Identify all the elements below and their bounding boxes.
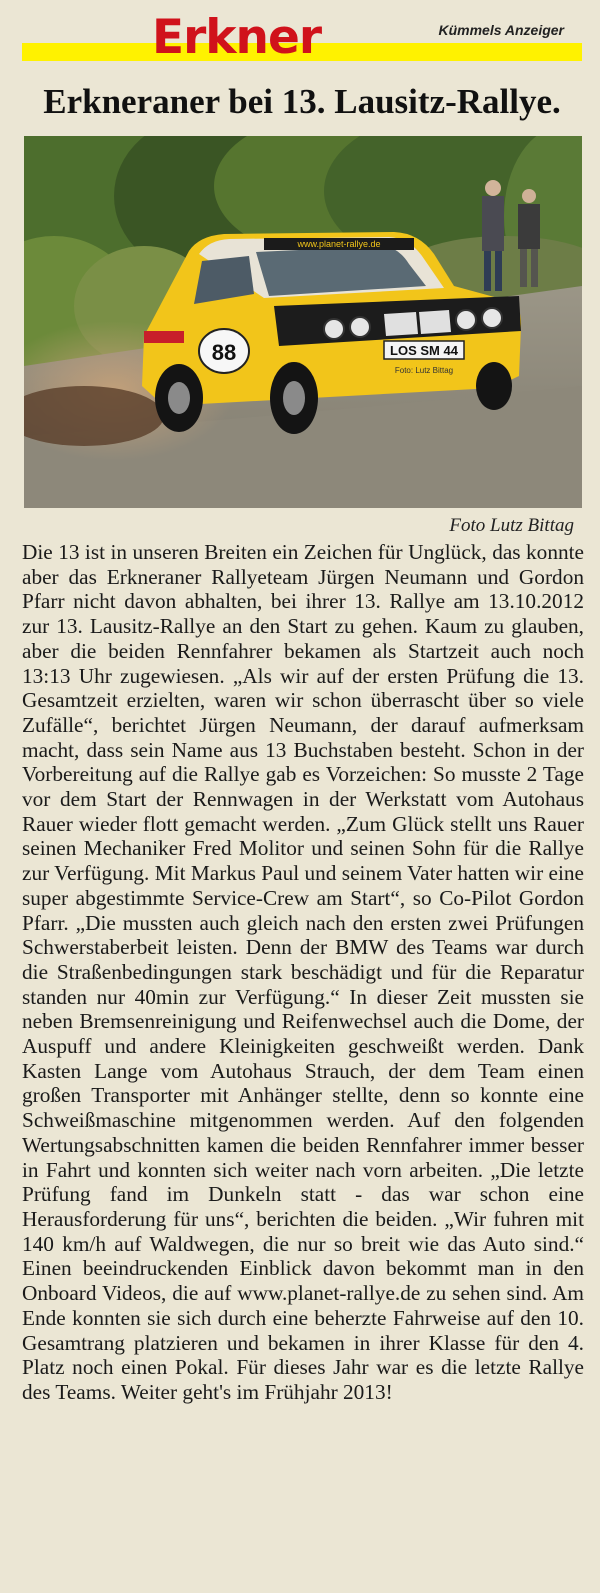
article-body: Die 13 ist in unseren Breiten ein Zeichen für Unglück, das konnte aber das Erkneraner Rallyeteam Jürgen Neumann und Gordon Pfarr nicht davon abhalten, bei ihrer 13. Rallye am 13.10.2012 zur 13. Lausitz-Rallye an den Start zu gehen. Kaum zu glauben, aber die beiden Rennfahrer bekamen als Startzeit auch noch 13:13 Uhr zugewiesen. „Als wir auf der ersten Prüfung die 13. Gesamtzeit erzielten, waren wir schon überrascht über so viele Zufälle“, berichtet Jürgen Neumann, der darauf aufmerksam macht, dass sein Name aus 13 Buchstaben besteht. Schon in der Vorbereitung auf die Rallye gab es Vorzeichen: So musste 2 Tage vor dem Start der Rennwagen in der Werkstatt vom Autohaus Rauer wieder flott gemacht werden. „Zum Glück stellt uns Rauer seinen Mechaniker Fred Molitor und seinen Sohn für die Rallye zur Verfügung. Mit Markus Paul und seinem Vater hatten wir eine super abgestimmte Service-Crew am Start“, so Co-Pilot Gordon Pfarr. „Die mussten auch gleich nach den ersten zwei Prüfungen Schwerstaberbeit leisten. Denn der BMW des Teams war durch die Straßenbedingungen stark beschädigt und für die Reparatur standen nur 40min zur Verfügung.“ In dieser Zeit mussten sie neben Bremsenreinigung und Reifenwechsel auch die Dome, der Auspuff und andere Kleinigkeiten geschweißt werden. Dank Kasten Lange vom Autohaus Strauch, der dem Team einen großen Transporter mit Anhänger stellte, denn so konnte eine Schweißmaschine mitgenommen werden. Auf den folgenden Wertungsabschnitten kamen die beiden Rennfahrer immer besser in Fahrt und konnten sich weiter nach vorn arbeiten. „Die letzte Prüfung fand im Dunkeln statt - das war schon eine Herausforderung für uns“, berichten die beiden. „Wir fuhren mit 140 km/h auf Waldwegen, die nur so breit wie das Auto sind.“ Einen beeindruckenden Einblick davon bekommt man in den Onboard Videos, die auf www.planet-rallye.de zu sehen sind. Am Ende konnten sie sich durch eine beherzte Fahrweise auf den 10. Gesamtrang platzieren und bekamen in ihrer Klasse für den 4. Platz noch einen Pokal. Für dieses Jahr war es die letzte Rallye des Teams. Weiter geht's im Frühjahr 2013! xyxy=(22,540,584,1404)
article-headline: Erkneraner bei 13. Lausitz-Rallye. xyxy=(43,82,561,121)
masthead-title: Erkner xyxy=(152,10,322,65)
bumper-watermark-text: Foto: Lutz Bittag xyxy=(394,366,454,375)
photo-caption: Foto Lutz Bittag xyxy=(449,515,574,536)
windshield-banner-text: www.planet-rallye.de xyxy=(297,239,381,249)
publication-name: Kümmels Anzeiger xyxy=(438,22,564,38)
license-plate-text: LOS SM 44 xyxy=(390,343,458,358)
rally-photo xyxy=(24,136,582,508)
door-number-text: 88 xyxy=(211,340,237,365)
